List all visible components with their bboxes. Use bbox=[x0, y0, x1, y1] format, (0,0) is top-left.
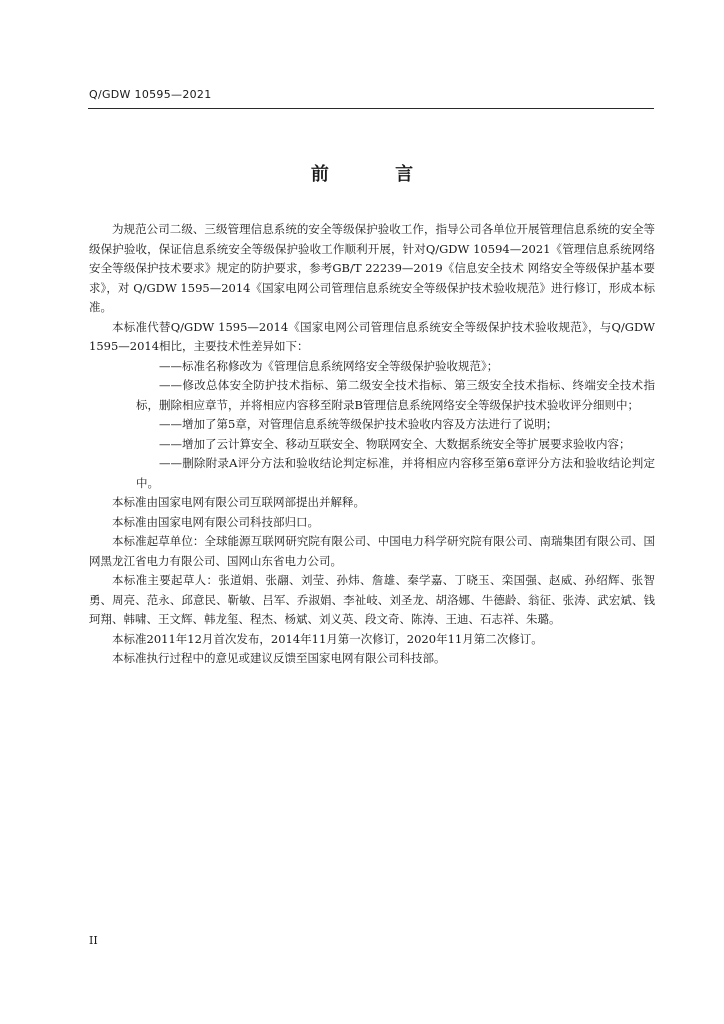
change-item: ——删除附录A评分方法和验收结论判定标准，并将相应内容移至第6章评分方法和验收结论判定中。 bbox=[136, 456, 655, 490]
document-code: Q/GDW 10595—2021 bbox=[89, 88, 212, 101]
paragraph-drafters: 本标准主要起草人：张道娟、张翮、刘莹、孙炜、詹雄、秦学嘉、丁晓玉、栾国强、赵威、孙绍辉、张智勇、周亮、范永、邱意民、靳敏、吕军、乔淑娟、李祉岐、刘圣龙、胡洛娜、牛德龄、翁征、张涛、武宏斌、钱珂翔、韩啸、王文辉、韩龙玺、程杰、杨斌、刘义英、段文奇、陈涛、王迪、石志祥、朱璐。 bbox=[89, 573, 655, 626]
paragraph-drafting-units: 本标准起草单位：全球能源互联网研究院有限公司、中国电力科学研究院有限公司、南瑞集团有限公司、国网黑龙江省电力有限公司、国网山东省电力公司。 bbox=[89, 534, 655, 568]
paragraph-feedback: 本标准执行过程中的意见或建议反馈至国家电网有限公司科技部。 bbox=[112, 651, 446, 665]
header-rule bbox=[88, 108, 654, 109]
paragraph-history: 本标准2011年12月首次发布，2014年11月第一次修订，2020年11月第二次修订。 bbox=[112, 631, 543, 646]
change-item: ——增加了第5章，对管理信息系统等级保护技术验收内容及方法进行了说明； bbox=[159, 417, 558, 431]
paragraph-proposer: 本标准由国家电网有限公司互联网部提出并解释。 bbox=[112, 495, 365, 509]
preface-body bbox=[89, 220, 655, 669]
page-number: II bbox=[89, 934, 98, 947]
change-item: ——标准名称修改为《管理信息系统网络安全等级保护验收规范》； bbox=[159, 358, 499, 373]
paragraph-purpose: 为规范公司二级、三级管理信息系统的安全等级保护验收工作，指导公司各单位开展管理信息系统的安全等级保护验收，保证信息系统安全等级保护验收工作顺利开展，针对Q/GDW 10594—2021《管理信息系统网络安全等级保护技术要求》规定的防护要求，参考GB/T 22239—2019《信息安全技术 网络安全等级保护基本要求》，对 Q/GDW 1595—2014《国家电网公司管理信息系统安全等级保护技术验收规范》进行修订，形成本标准。 bbox=[89, 222, 655, 314]
paragraph-administrator: 本标准由国家电网有限公司科技部归口。 bbox=[112, 514, 319, 529]
change-item: ——修改总体安全防护技术指标、第二级安全技术指标、第三级安全技术指标、终端安全技术指标，删除相应章节，并将相应内容移至附录B管理信息系统网络安全等级保护技术验收评分细则中； bbox=[136, 378, 655, 412]
change-item: ——增加了云计算安全、移动互联安全、物联网安全、大数据系统安全等扩展要求验收内容； bbox=[159, 436, 631, 451]
page-title: 前 言 bbox=[310, 164, 444, 185]
paragraph-replaces: 本标准代替Q/GDW 1595—2014《国家电网公司管理信息系统安全等级保护技术验收规范》，与Q/GDW 1595—2014相比，主要技术性差异如下： bbox=[89, 319, 655, 353]
